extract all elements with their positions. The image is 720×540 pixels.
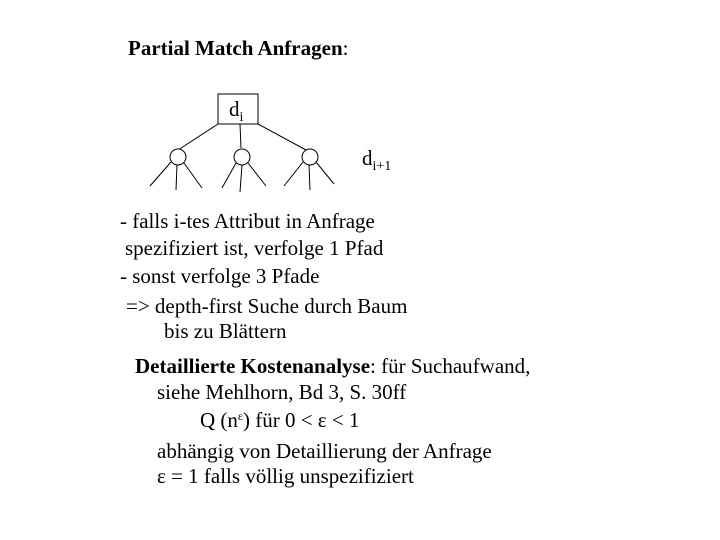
bullet-line-5: bis zu Blättern — [164, 319, 287, 343]
leaf-edge — [184, 163, 202, 188]
bullet-line-1: - falls i-tes Attribut in Anfrage — [120, 209, 375, 233]
bullet-line-4: => depth-first Suche durch Baum — [126, 294, 408, 318]
root-node-label: $d_i$ — [229, 97, 244, 125]
leaf-edge — [240, 165, 242, 192]
cost-formula: Q $(n^\varepsilon)$ für 0 < ε < 1 — [200, 408, 360, 432]
title-colon: : — [342, 36, 349, 60]
child-node-left — [170, 149, 186, 165]
leaf-edge — [176, 165, 177, 190]
leaf-edge — [316, 162, 334, 184]
edge-right — [258, 124, 306, 150]
leaf-edge — [248, 163, 266, 186]
leaf-edge — [309, 165, 310, 190]
bullet-line-3: - sonst verfolge 3 Pfade — [120, 264, 320, 288]
cost-reference: siehe Mehlhorn, Bd 3, S. 30ff — [157, 380, 407, 404]
child-node-middle — [234, 149, 250, 165]
title-bold: Partial Match Anfragen — [128, 36, 343, 60]
child-level-label: $d_{i+1}$ — [362, 146, 392, 174]
leaf-edge — [150, 162, 171, 186]
leaf-edge — [284, 162, 303, 186]
bullet-line-2: spezifiziert ist, verfolge 1 Pfad — [125, 236, 384, 260]
child-node-right — [302, 149, 318, 165]
cost-dependency: abhängig von Detaillierung der Anfrage — [157, 439, 492, 463]
edge-middle — [240, 124, 241, 148]
edge-left — [178, 124, 218, 150]
epsilon-note: ε = 1 falls völlig unspezifiziert — [157, 464, 414, 488]
leaf-edge — [222, 163, 236, 188]
cost-heading: Detaillierte Kostenanalyse: für Suchaufwand, — [135, 354, 531, 378]
